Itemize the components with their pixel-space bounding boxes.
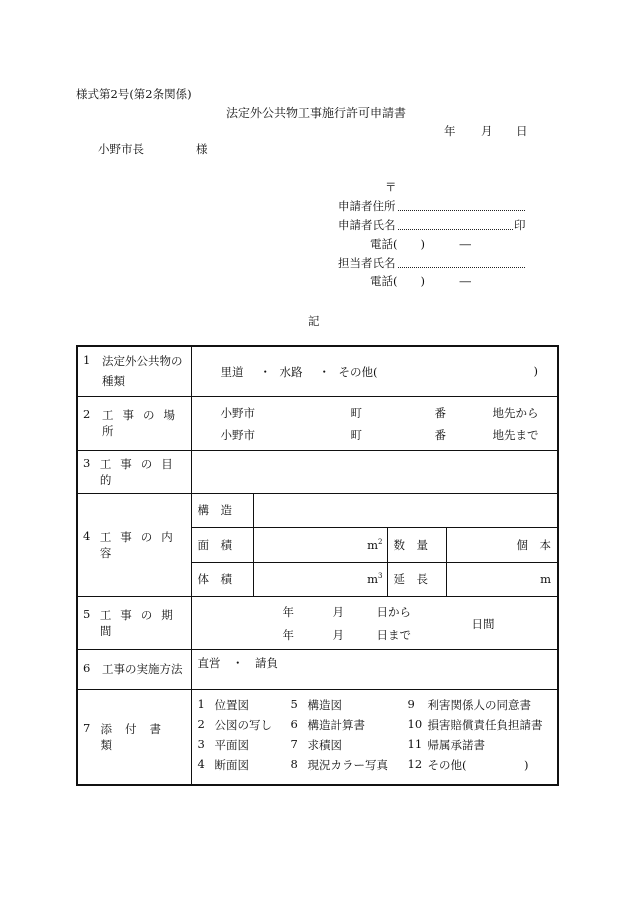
attachment-number: 12	[407, 756, 423, 771]
area-field[interactable]	[253, 527, 387, 562]
row-number: 7	[83, 720, 91, 735]
attachment-row	[198, 697, 554, 717]
attachment-number: 9	[407, 696, 415, 711]
row-number: 2	[83, 407, 91, 421]
method-label	[77, 649, 191, 689]
attachment-item[interactable]: 公図の写し	[214, 717, 272, 732]
location-label	[77, 396, 191, 450]
facility-type-label-line1: 法定外公共物の	[102, 354, 183, 369]
form-number: 様式第2号(第2条関係)	[76, 87, 192, 101]
period-from-month: 月	[332, 604, 344, 619]
attachment-item[interactable]: 現況カラー写真	[307, 757, 388, 772]
attachment-row	[198, 757, 554, 777]
row-facility-type	[77, 346, 558, 396]
option-other-close: )	[533, 364, 538, 378]
quantity-label: 数 量	[387, 527, 446, 562]
period-fields	[191, 596, 558, 649]
contact-phone-label: 電話( ) ―	[370, 274, 471, 288]
option-road[interactable]: 里道	[220, 365, 244, 379]
row-number: 4	[83, 528, 91, 543]
method-options[interactable]: 直営 ・ 請負	[197, 655, 278, 670]
facility-type-label-line2: 種類	[102, 374, 125, 389]
period-from-year: 年	[282, 604, 294, 619]
quantity-unit: 個 本	[516, 537, 551, 552]
addressee-name: 小野市長	[98, 142, 144, 156]
attachment-row	[198, 737, 554, 757]
application-table	[76, 345, 559, 786]
attachment-number: 7	[290, 736, 298, 751]
applicant-name-label: 申請者氏名	[338, 218, 396, 232]
facility-type-label	[77, 346, 191, 396]
attachment-item[interactable]: 損害賠償責任負担請書	[427, 717, 543, 732]
attachment-number: 1	[197, 696, 205, 711]
row-purpose	[77, 450, 558, 493]
contact-name-label: 担当者氏名	[338, 256, 396, 270]
method-label-text: 工事の実施方法	[102, 662, 183, 676]
row-period	[77, 596, 558, 649]
attachments-label-text: 添付書類	[100, 721, 174, 752]
content-label	[77, 493, 191, 596]
attachment-number: 6	[290, 716, 298, 731]
length-field[interactable]	[446, 562, 558, 596]
purpose-label-text: 工事の目的	[99, 456, 182, 487]
location-from-ban: 番	[434, 405, 446, 420]
postal-mark: 〒	[385, 180, 397, 194]
contact-name-field[interactable]	[398, 267, 525, 268]
attachment-item[interactable]: 求積図	[307, 737, 342, 752]
row-number: 1	[83, 353, 91, 368]
area-unit: m	[367, 537, 379, 552]
row-attachments	[77, 689, 558, 785]
area-unit-sup: 2	[378, 537, 383, 546]
attachment-item[interactable]: 平面図	[214, 737, 249, 752]
period-label-text: 工事の期間	[99, 607, 182, 638]
location-fields	[191, 396, 558, 450]
row-content-structure	[77, 493, 558, 527]
ki-heading: 記	[308, 314, 320, 328]
attachments-list	[191, 689, 558, 785]
location-to-ban: 番	[434, 427, 446, 442]
applicant-address-field[interactable]	[398, 210, 525, 211]
addressee-honorific: 様	[196, 142, 208, 156]
location-label-text	[102, 407, 186, 439]
attachment-number: 8	[290, 756, 298, 771]
volume-unit: m	[367, 572, 379, 586]
date-day-label: 日	[516, 124, 528, 138]
option-sep-1: ・	[259, 365, 271, 379]
structure-field[interactable]	[253, 493, 558, 527]
attachment-number: 11	[407, 736, 423, 751]
date-year-label: 年	[444, 124, 456, 138]
volume-field[interactable]	[253, 562, 387, 596]
applicant-address-label: 申請者住所	[338, 199, 396, 213]
method-field	[191, 649, 558, 689]
content-label-text: 工事の内容	[99, 529, 182, 560]
attachment-item[interactable]: その他( )	[427, 757, 529, 772]
attachment-number: 2	[197, 716, 205, 731]
attachment-item[interactable]: 構造計算書	[307, 717, 365, 732]
structure-label: 構 造	[191, 493, 253, 527]
period-to-year: 年	[282, 627, 294, 642]
volume-label: 体 積	[191, 562, 253, 596]
date-month-label: 月	[481, 124, 493, 138]
row-number: 3	[83, 455, 91, 470]
attachment-item[interactable]: 構造図	[307, 697, 342, 712]
row-number: 6	[83, 661, 91, 675]
period-from-day: 日から	[376, 604, 411, 619]
purpose-field[interactable]	[191, 450, 558, 493]
area-label: 面 積	[191, 527, 253, 562]
attachment-number: 5	[290, 696, 298, 711]
seal-mark: 印	[514, 218, 526, 232]
attachment-number: 3	[197, 736, 205, 751]
quantity-field[interactable]	[446, 527, 558, 562]
length-unit: m	[540, 572, 551, 586]
option-sep-2: ・	[318, 365, 330, 379]
location-to-city: 小野市	[220, 427, 255, 442]
location-to-cho: 町	[350, 427, 362, 442]
location-to-suffix: 地先まで	[492, 427, 539, 442]
attachment-item[interactable]: 位置図	[214, 697, 249, 712]
applicant-name-field[interactable]	[398, 229, 513, 230]
location-from-cho: 町	[350, 405, 362, 420]
attachment-row	[198, 717, 554, 737]
facility-type-options	[191, 346, 558, 396]
row-location	[77, 396, 558, 450]
form-title: 法定外公共物工事施行許可申請書	[226, 106, 407, 120]
option-other[interactable]: その他(	[338, 365, 378, 379]
attachment-number: 4	[197, 756, 205, 771]
period-label	[77, 596, 191, 649]
length-label: 延 長	[387, 562, 446, 596]
attachment-item[interactable]: 利害関係人の同意書	[427, 697, 531, 712]
row-number: 5	[83, 606, 91, 621]
row-method	[77, 649, 558, 689]
attachments-label	[77, 689, 191, 785]
attachment-item[interactable]: 帰属承諾書	[427, 737, 485, 752]
period-to-month: 月	[332, 627, 344, 642]
purpose-label	[77, 450, 191, 493]
attachment-item[interactable]: 断面図	[214, 757, 249, 772]
period-to-day: 日まで	[376, 627, 411, 642]
volume-unit-sup: 3	[378, 572, 383, 581]
location-from-city: 小野市	[220, 405, 255, 420]
applicant-phone-label: 電話( ) ―	[370, 237, 471, 251]
option-waterway[interactable]: 水路	[279, 365, 303, 379]
period-days: 日間	[471, 616, 495, 631]
location-label-inner: 工事の場所	[102, 408, 184, 438]
attachment-number: 10	[407, 716, 423, 731]
location-from-suffix: 地先から	[492, 405, 539, 420]
